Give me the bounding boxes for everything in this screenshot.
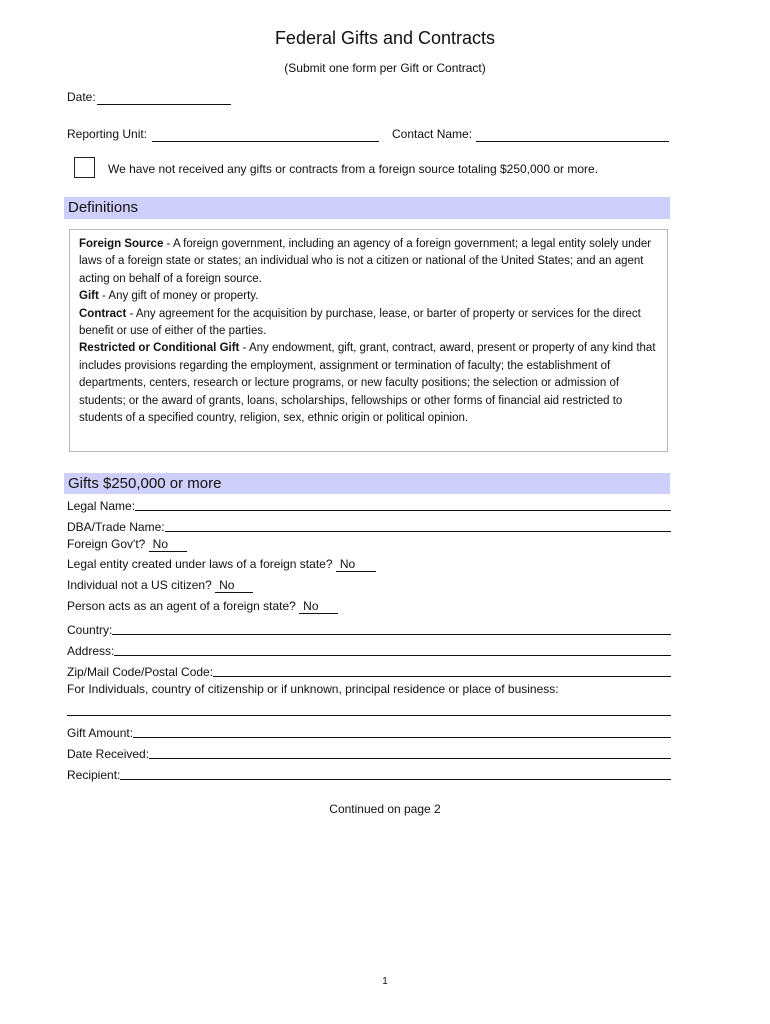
foreign-govt-row <box>67 537 187 552</box>
individual-field[interactable]: No <box>215 578 253 593</box>
definition-contract: Contract - Any agreement for the acquisition by purchase, lease, or barter of property or services for the direct benefit or use of either of the parties. <box>79 307 641 338</box>
citizenship-field[interactable] <box>67 715 671 716</box>
contact-name-label: Contact Name: <box>392 127 473 141</box>
gift-amount-field[interactable] <box>133 737 671 738</box>
address-row <box>67 640 671 658</box>
recipient-field[interactable] <box>120 779 671 780</box>
dba-field[interactable] <box>165 531 671 532</box>
continued-note: Continued on page 2 <box>329 802 441 816</box>
zip-label: Zip/Mail Code/Postal Code: <box>67 665 214 679</box>
citizenship-label: For Individuals, country of citizenship or if unknown, principal residence or place of business: <box>67 682 559 696</box>
reporting-unit-label: Reporting Unit: <box>67 127 148 141</box>
definition-term: Contract <box>79 307 127 320</box>
definition-foreign-source: Foreign Source - A foreign government, including an agency of a foreign government; a legal entity solely under laws of a foreign state or states; an individual who is not a citizen or national of the United States; and an agent acting on behalf of a foreign source. <box>79 238 652 285</box>
date-field[interactable] <box>97 104 231 105</box>
date-received-field[interactable] <box>149 758 671 759</box>
dba-row <box>67 516 671 534</box>
page-number: 1 <box>382 976 388 987</box>
definition-term: Restricted or Conditional Gift <box>79 342 240 355</box>
foreign-govt-label: Foreign Gov't? <box>67 537 146 551</box>
legal-entity-row <box>67 557 376 572</box>
agent-row <box>67 599 338 614</box>
legal-name-field[interactable] <box>135 510 671 511</box>
agent-label: Person acts as an agent of a foreign state? <box>67 599 296 613</box>
address-label: Address: <box>67 644 115 658</box>
legal-name-row <box>67 495 671 513</box>
definition-restricted-gift: Restricted or Conditional Gift - Any endowment, gift, grant, contract, award, present or property of any kind that includes provisions regarding the employment, assignment or termination of faculty; the establishment of departments, centers, research or lecture programs, or new faculty positions; the selection or admission of students; or the award of grants, loans, scholarships, fellowships or other forms of financial aid restricted to students of a specified country, religion, sex, ethnic origin or political opinion. <box>79 342 656 425</box>
zip-field[interactable] <box>213 676 671 677</box>
legal-entity-label: Legal entity created under laws of a foreign state? <box>67 557 333 571</box>
foreign-govt-field[interactable]: No <box>149 537 187 552</box>
definitions-header: Definitions <box>64 197 670 219</box>
definition-term: Gift <box>79 290 99 303</box>
country-row <box>67 619 671 637</box>
legal-name-label: Legal Name: <box>67 499 136 513</box>
gifts-header: Gifts $250,000 or more <box>64 473 670 494</box>
gift-amount-row <box>67 722 671 740</box>
form-subtitle: (Submit one form per Gift or Contract) <box>284 61 486 75</box>
date-received-label: Date Received: <box>67 747 150 761</box>
reporting-unit-field[interactable] <box>152 141 379 142</box>
country-label: Country: <box>67 623 113 637</box>
agent-field[interactable]: No <box>299 599 338 614</box>
recipient-label: Recipient: <box>67 768 121 782</box>
recipient-row <box>67 764 671 782</box>
date-label: Date: <box>67 90 96 104</box>
individual-label: Individual not a US citizen? <box>67 578 212 592</box>
form-title: Federal Gifts and Contracts <box>274 28 496 48</box>
no-foreign-gifts-label: We have not received any gifts or contracts from a foreign source totaling $250,000 or more. <box>108 162 599 176</box>
date-received-row <box>67 743 671 761</box>
dba-label: DBA/Trade Name: <box>67 520 165 534</box>
definition-gift: Gift - Any gift of money or property. <box>79 290 259 303</box>
zip-row <box>67 661 671 679</box>
country-field[interactable] <box>112 634 671 635</box>
no-foreign-gifts-checkbox[interactable] <box>74 157 95 178</box>
definitions-box <box>69 229 668 452</box>
individual-row <box>67 578 253 593</box>
definition-term: Foreign Source <box>79 238 164 250</box>
contact-name-field[interactable] <box>476 141 669 142</box>
address-field[interactable] <box>114 655 671 656</box>
gift-amount-label: Gift Amount: <box>67 726 134 740</box>
legal-entity-field[interactable]: No <box>336 557 376 572</box>
